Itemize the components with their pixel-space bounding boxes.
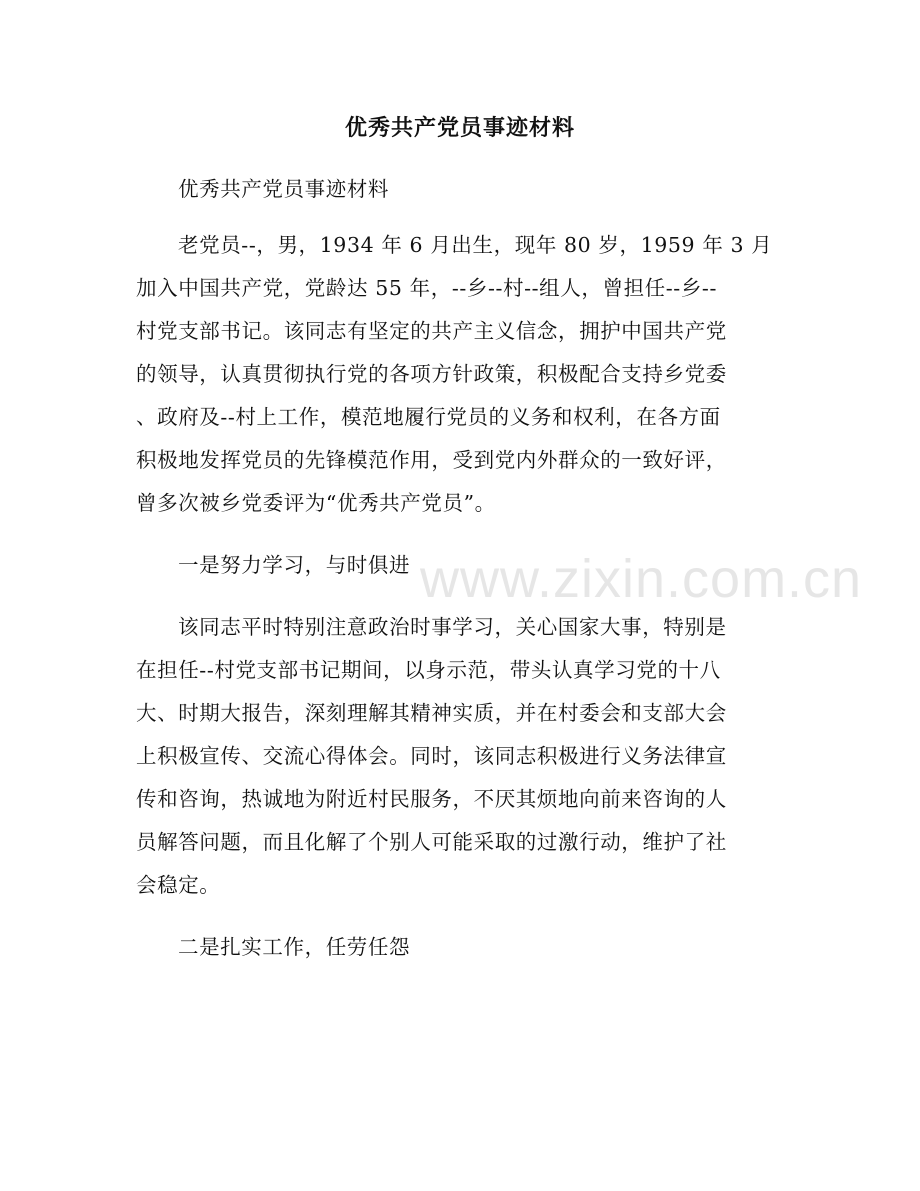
paragraph-line: 上积极宣传、交流心得体会。同时，该同志积极进行义务法律宣 xyxy=(136,744,727,768)
paragraph-line: 该同志平时特别注意政治时事学习，关心国家大事，特别是 xyxy=(178,615,727,639)
watermark: www.zixin.com.cn xyxy=(420,549,863,609)
paragraph-line: 曾多次被乡党委评为“优秀共产党员”。 xyxy=(136,491,496,515)
paragraph-line: 的领导，认真贯彻执行党的各项方针政策，积极配合支持乡党委 xyxy=(136,362,727,386)
section-heading-study: 一是努力学习，与时俱进 xyxy=(178,553,411,577)
paragraph-line: 积极地发挥党员的先锋模范作用，受到党内外群众的一致好评， xyxy=(136,448,727,472)
section-heading-work: 二是扎实工作，任劳任怨 xyxy=(178,935,411,959)
paragraph-line: 老党员--，男，1934 年 6 月出生，现年 80 岁，1959 年 3 月 xyxy=(178,233,773,257)
document-subtitle: 优秀共产党员事迹材料 xyxy=(178,177,389,201)
paragraph-line: 村党支部书记。该同志有坚定的共产主义信念，拥护中国共产党 xyxy=(136,319,727,343)
paragraph-line: 大、时期大报告，深刻理解其精神实质，并在村委会和支部大会 xyxy=(136,701,727,725)
paragraph-line: 传和咨询，热诚地为附近村民服务，不厌其烦地向前来咨询的人 xyxy=(136,787,727,811)
paragraph-line: 、政府及--村上工作，模范地履行党员的义务和权利，在各方面 xyxy=(136,405,721,429)
document-title: 优秀共产党员事迹材料 xyxy=(344,115,575,141)
paragraph-line: 员解答问题，而且化解了个别人可能采取的过激行动，维护了社 xyxy=(136,830,727,854)
paragraph-line: 会稳定。 xyxy=(136,873,221,897)
paragraph-line: 在担任--村党支部书记期间，以身示范，带头认真学习党的十八 xyxy=(136,658,721,682)
paragraph-line: 加入中国共产党，党龄达 55 年，--乡--村--组人，曾担任--乡-- xyxy=(136,276,717,300)
